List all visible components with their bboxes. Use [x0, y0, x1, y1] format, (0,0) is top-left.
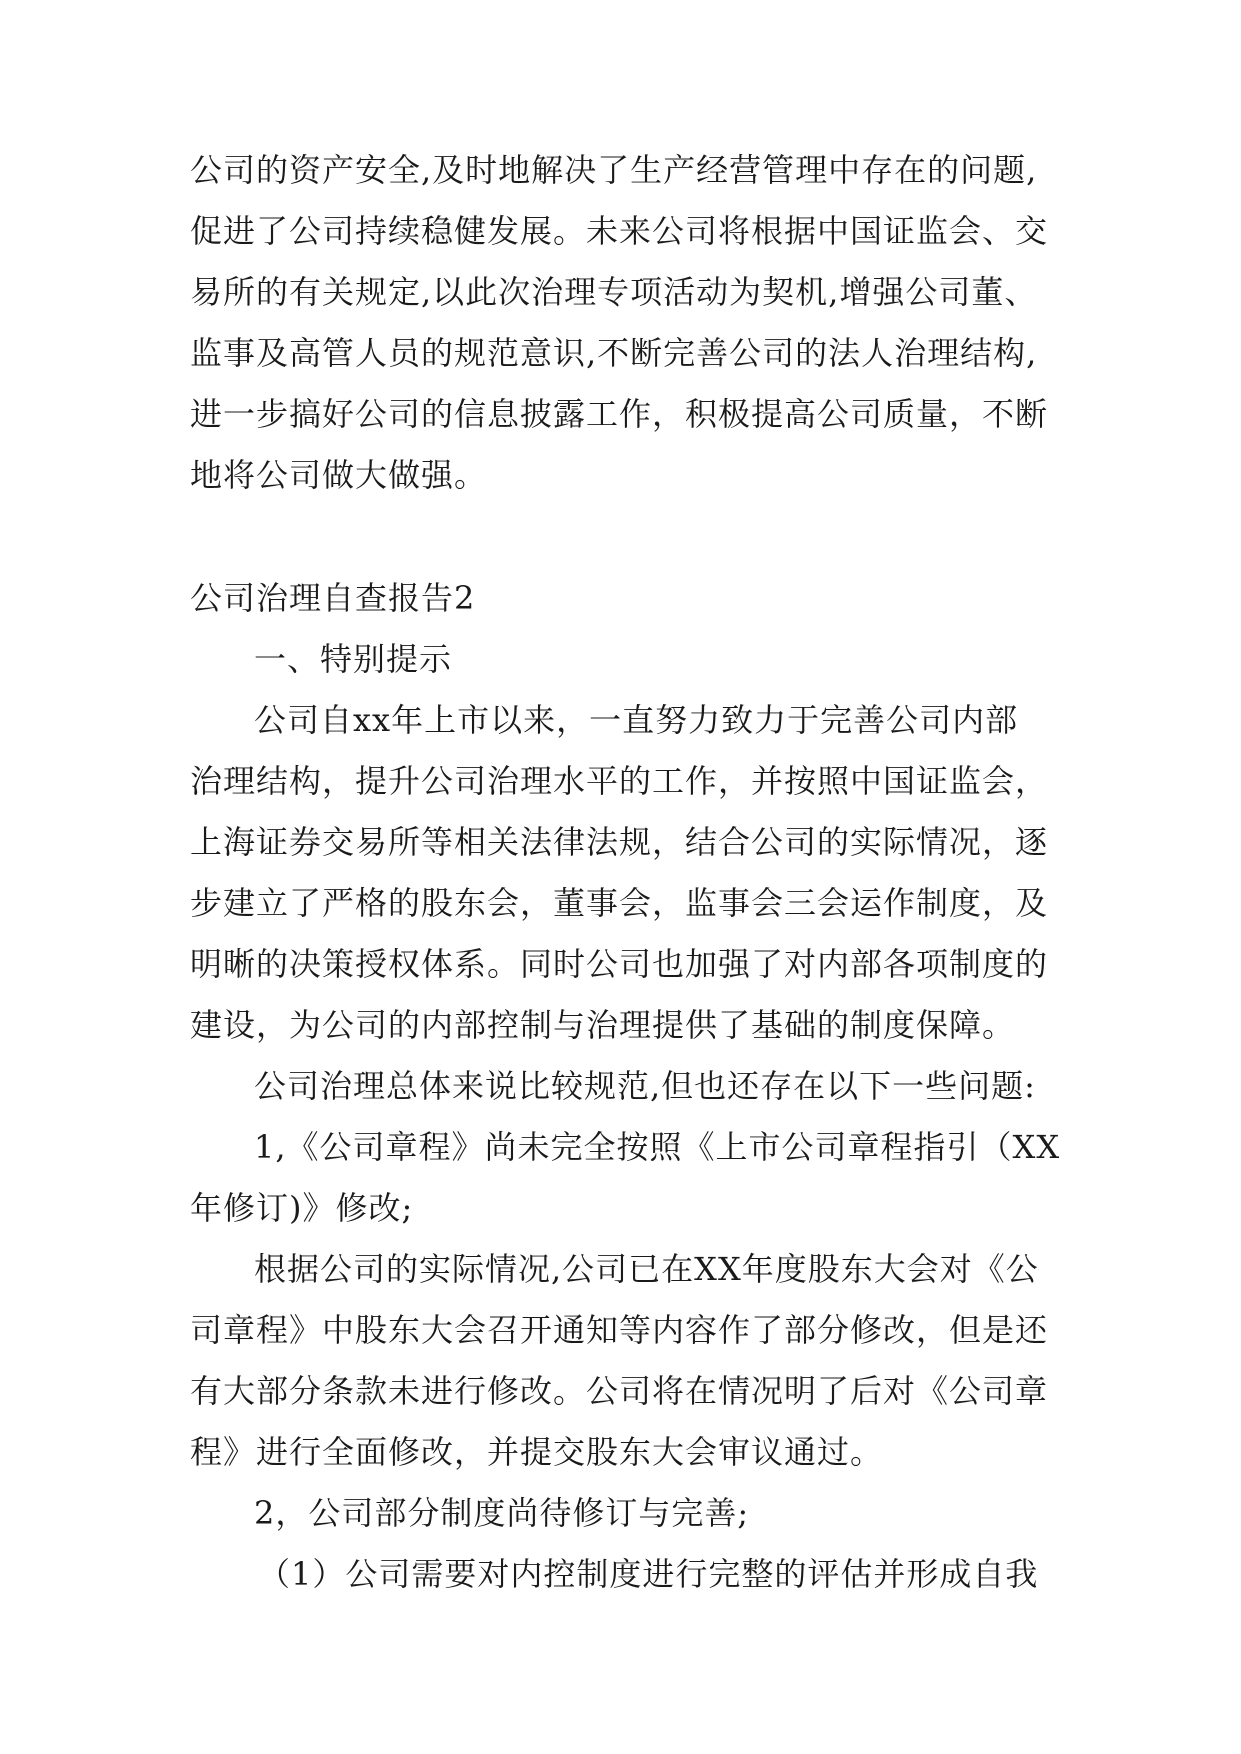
- paragraph-line: 进一步搞好公司的信息披露工作，积极提高公司质量，不断: [190, 395, 1049, 433]
- list-item-line: 1,《公司章程》尚未完全按照《上市公司章程指引（XX: [254, 1128, 1061, 1166]
- paragraph-line: 建设，为公司的内部控制与治理提供了基础的制度保障。: [190, 1006, 1016, 1044]
- paragraph-line: 公司自xx年上市以来，一直努力致力于完善公司内部: [254, 701, 1019, 739]
- paragraph-line: 促进了公司持续稳健发展。未来公司将根据中国证监会、交: [190, 212, 1049, 250]
- paragraph-line: 公司的资产安全,及时地解决了生产经营管理中存在的问题,: [190, 151, 1038, 189]
- paragraph-line: 监事及高管人员的规范意识,不断完善公司的法人治理结构,: [190, 334, 1038, 372]
- list-item-line: 年修订)》修改;: [190, 1189, 414, 1227]
- paragraph-line: 明晰的决策授权体系。同时公司也加强了对内部各项制度的: [190, 945, 1049, 983]
- paragraph-line: 公司治理总体来说比较规范,但也还存在以下一些问题:: [254, 1067, 1036, 1105]
- subsection-heading: 一、特别提示: [254, 640, 453, 678]
- paragraph-line: 司章程》中股东大会召开通知等内容作了部分修改，但是还: [190, 1311, 1049, 1349]
- paragraph-line: 根据公司的实际情况,公司已在XX年度股东大会对《公: [254, 1250, 1039, 1288]
- paragraph-line: 程》进行全面修改，并提交股东大会审议通过。: [190, 1433, 884, 1471]
- paragraph-line: 有大部分条款未进行修改。公司将在情况明了后对《公司章: [190, 1372, 1049, 1410]
- section-title: 公司治理自查报告2: [190, 579, 476, 617]
- list-item-line: （1）公司需要对内控制度进行完整的评估并形成自我: [258, 1555, 1039, 1593]
- paragraph-line: 治理结构，提升公司治理水平的工作，并按照中国证监会，: [190, 762, 1049, 800]
- paragraph-line: 上海证券交易所等相关法律法规，结合公司的实际情况，逐: [190, 823, 1049, 861]
- paragraph-line: 易所的有关规定,以此次治理专项活动为契机,增强公司董、: [190, 273, 1038, 311]
- paragraph-line: 步建立了严格的股东会，董事会，监事会三会运作制度，及: [190, 884, 1049, 922]
- paragraph-line: 地将公司做大做强。: [190, 456, 488, 494]
- list-item-line: 2，公司部分制度尚待修订与完善;: [254, 1494, 750, 1532]
